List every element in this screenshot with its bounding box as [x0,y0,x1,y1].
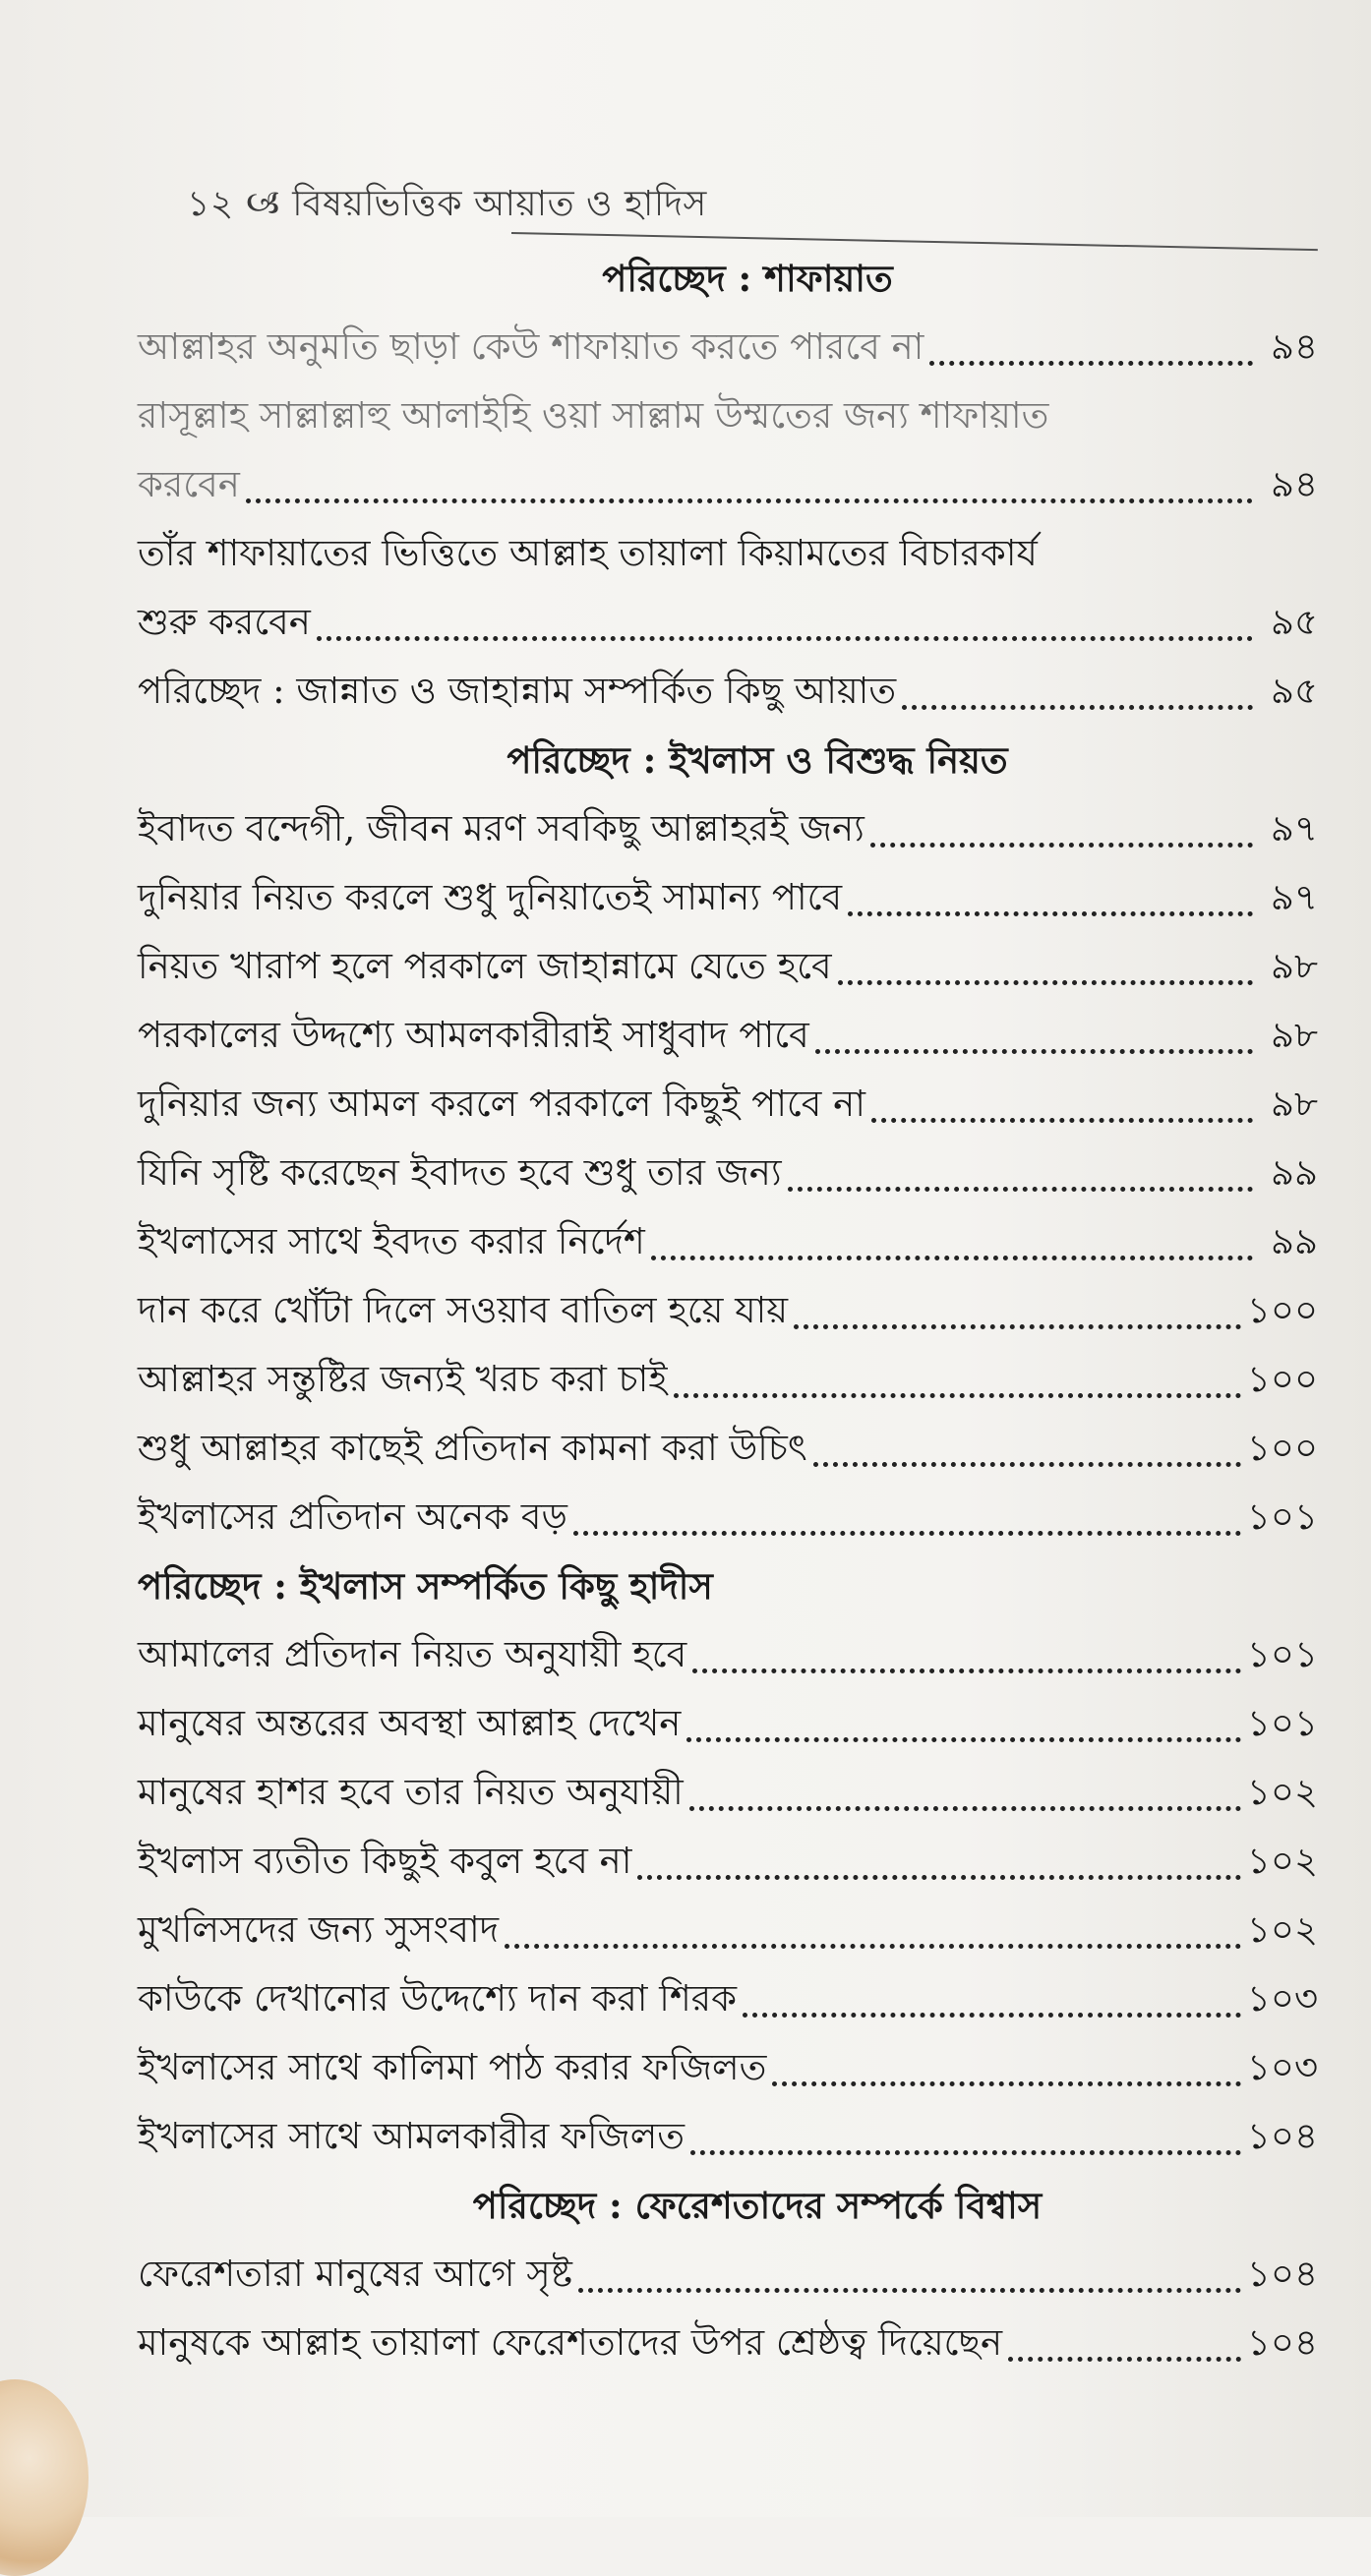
toc-entry[interactable] [138,1483,1318,1551]
toc-entry-title: দুনিয়ার জন্য আমল করলে পরকালে কিছুই পাবে না [138,1083,865,1125]
toc-entry-title: শুরু করবেন [138,601,311,643]
toc-entry[interactable] [138,1827,1318,1896]
toc-entry-page: ১০০ [1246,1358,1318,1400]
toc-entry-page: ১০০ [1246,1289,1318,1331]
toc-entry[interactable] [138,794,1318,863]
toc-entry[interactable] [138,2240,1318,2309]
toc-entry-page: ৯৮ [1270,1014,1318,1056]
dot-leader [794,1285,1241,1329]
toc-entry-title: দান করে খোঁটা দিলে সওয়াব বাতিল হয়ে যায় [138,1289,789,1331]
dot-leader [674,1354,1241,1398]
toc-entry[interactable] [138,588,1318,657]
dot-leader [578,2249,1241,2293]
toc-entry-page: ১০১ [1246,1495,1318,1538]
dot-leader [838,941,1253,985]
toc-entry[interactable] [138,932,1318,1001]
toc-entry-title: ইখলাসের সাথে কালিমা পাঠ করার ফজিলত [138,2046,767,2088]
toc-entry-page: ১০১ [1246,1702,1318,1744]
toc-entry-page: ৯৪ [1270,325,1318,368]
toc-entry-page: ১০২ [1246,1771,1318,1813]
toc-entry-title: মানুষকে আল্লাহ তায়ালা ফেরেশতাদের উপর শ্রেষ্ঠত্ব দিয়েছেন [138,2321,1003,2364]
toc-entry[interactable] [138,1070,1318,1139]
toc-entry-title: শুধু আল্লাহর কাছেই প্রতিদান কামনা করা উচিৎ [138,1427,807,1469]
toc-entry-page: ১০৪ [1246,2253,1318,2295]
toc-entry[interactable] [138,1139,1318,1207]
toc-entry-title: কাউকে দেখানোর উদ্দেশ্যে দান করা শিরক [138,1977,737,2020]
toc-entry-page: ৯৮ [1270,1083,1318,1125]
toc-entry-title: দুনিয়ার নিয়ত করলে শুধু দুনিয়াতেই সামান্য পাবে [138,876,843,918]
toc-entry[interactable] [138,2033,1318,2102]
toc-entry[interactable] [138,1001,1318,1070]
section-heading: পরিচ্ছেদ : ইখলাস সম্পর্কিত কিছু হাদীস [138,1564,713,1608]
dot-leader [637,1836,1240,1880]
dot-leader [870,803,1253,848]
toc-entry-line1[interactable] [138,519,1318,588]
toc-entry[interactable] [138,1345,1318,1414]
toc-entry-title: ইখলাসের প্রতিদান অনেক বড় [138,1495,567,1538]
toc-entry-page: ৯৯ [1270,1220,1318,1262]
toc-entry-page: ৯৭ [1270,807,1318,849]
dot-leader [505,1904,1241,1949]
toc-entry-title-line1: রাসূল্লাহ সাল্লাল্লাহু আলাইহি ওয়া সাল্লাম উম্মতের জন্য শাফায়াত [138,394,1049,437]
toc-entry-title: পরিচ্ছেদ : জান্নাত ও জাহান্নাম সম্পর্কিত কিছু আয়াত [138,670,897,712]
toc-entry-title: করবেন [138,463,240,505]
running-header: ১২ 🙢 বিষয়ভিত্তিক আয়াত ও হাদিস [187,184,707,224]
toc-entry-page: ৯৫ [1270,601,1318,643]
toc-entry-page: ১০৪ [1246,2115,1318,2157]
toc-entry-title: মুখলিসদের জন্য সুসংবাদ [138,1908,500,1951]
toc-entry[interactable] [138,1689,1318,1758]
toc-entry-page: ১০০ [1246,1427,1318,1469]
section-heading: পরিচ্ছেদ : ইখলাস ও বিশুদ্ধ নিয়ত [507,738,1008,782]
toc-entry-page: ৯৭ [1270,876,1318,918]
toc-entry[interactable] [138,2102,1318,2171]
dot-leader [772,2042,1241,2086]
toc-entry[interactable] [138,1276,1318,1345]
toc-entry[interactable] [138,450,1318,519]
dot-leader [788,1147,1253,1192]
page-stain [0,2379,89,2576]
toc-entry-page: ৯৮ [1270,945,1318,987]
toc-entry-title: যিনি সৃষ্টি করেছেন ইবাদত হবে শুধু তার জন্য [138,1151,782,1194]
toc-entry-page: ১০২ [1246,1840,1318,1882]
dot-leader [317,597,1253,641]
toc-entry[interactable] [138,1414,1318,1483]
toc-entry[interactable] [138,2309,1318,2377]
toc-entry-title: আল্লাহর অনুমতি ছাড়া কেউ শাফায়াত করতে পারবে না [138,325,924,368]
dot-leader [692,1629,1241,1673]
toc-entry-page: ৯৪ [1270,463,1318,505]
dot-leader [689,1767,1241,1811]
dot-leader [686,1698,1241,1742]
toc-entry-title: পরকালের উদ্দশ্যে আমলকারীরাই সাধুবাদ পাবে [138,1014,809,1056]
toc-entry-title: আল্লাহর সন্তুষ্টির জন্যই খরচ করা চাই [138,1358,668,1400]
dot-leader [1008,2317,1241,2362]
toc-entry[interactable] [138,1758,1318,1827]
toc-entry[interactable] [138,1620,1318,1689]
toc-entry-page: ১০১ [1246,1633,1318,1675]
toc-entry-title: আমালের প্রতিদান নিয়ত অনুযায়ী হবে [138,1633,687,1675]
dot-leader [815,1010,1253,1054]
toc-entry[interactable] [138,1896,1318,1964]
dot-leader [929,322,1253,366]
toc-entry[interactable] [138,863,1318,932]
toc-entry-page: ১০৩ [1246,1977,1318,2020]
section-heading: পরিচ্ছেদ : শাফায়াত [602,257,893,300]
toc-entry-title: ইবাদত বন্দেগী, জীবন মরণ সবকিছু আল্লাহরই জন্য [138,807,864,849]
table-of-contents [138,244,1318,2377]
toc-entry-title: নিয়ত খারাপ হলে পরকালে জাহান্নামে যেতে হবে [138,945,832,987]
toc-entry-page: ১০২ [1246,1908,1318,1951]
toc-entry-title: ইখলাসের সাথে ইবদত করার নির্দেশ [138,1220,645,1262]
toc-entry-title: মানুষের হাশর হবে তার নিয়ত অনুযায়ী [138,1771,684,1813]
toc-entry-page: ১০৩ [1246,2046,1318,2088]
toc-entry-title: ফেরেশতারা মানুষের আগে সৃষ্ট [138,2253,572,2295]
dot-leader [690,2111,1241,2155]
dot-leader [573,1492,1241,1536]
toc-entry[interactable] [138,313,1318,381]
toc-entry-title-line1: তাঁর শাফায়াতের ভিত্তিতে আল্লাহ তায়ালা কিয়ামতের বিচারকার্য [138,532,1038,574]
toc-entry-title: মানুষের অন্তরের অবস্থা আল্লাহ দেখেন [138,1702,682,1744]
section-heading: পরিচ্ছেদ : ফেরেশতাদের সম্পর্কে বিশ্বাস [472,2184,1043,2227]
toc-entry-page: ৯৫ [1270,670,1318,712]
dot-leader [743,1973,1241,2018]
dot-leader [813,1423,1241,1467]
dot-leader [848,872,1253,916]
toc-entry[interactable] [138,657,1318,726]
dot-leader [902,666,1253,710]
dot-leader [246,459,1253,503]
toc-entry-page: ১০৪ [1246,2321,1318,2364]
dot-leader [871,1079,1253,1123]
toc-entry[interactable] [138,1207,1318,1276]
toc-entry-title: ইখলাসের সাথে আমলকারীর ফজিলত [138,2115,686,2157]
dot-leader [651,1216,1253,1260]
toc-entry-line1[interactable] [138,381,1318,450]
toc-entry-page: ৯৯ [1270,1151,1318,1194]
toc-entry[interactable] [138,1964,1318,2033]
toc-entry-title: ইখলাস ব্যতীত কিছুই কবুল হবে না [138,1840,632,1882]
